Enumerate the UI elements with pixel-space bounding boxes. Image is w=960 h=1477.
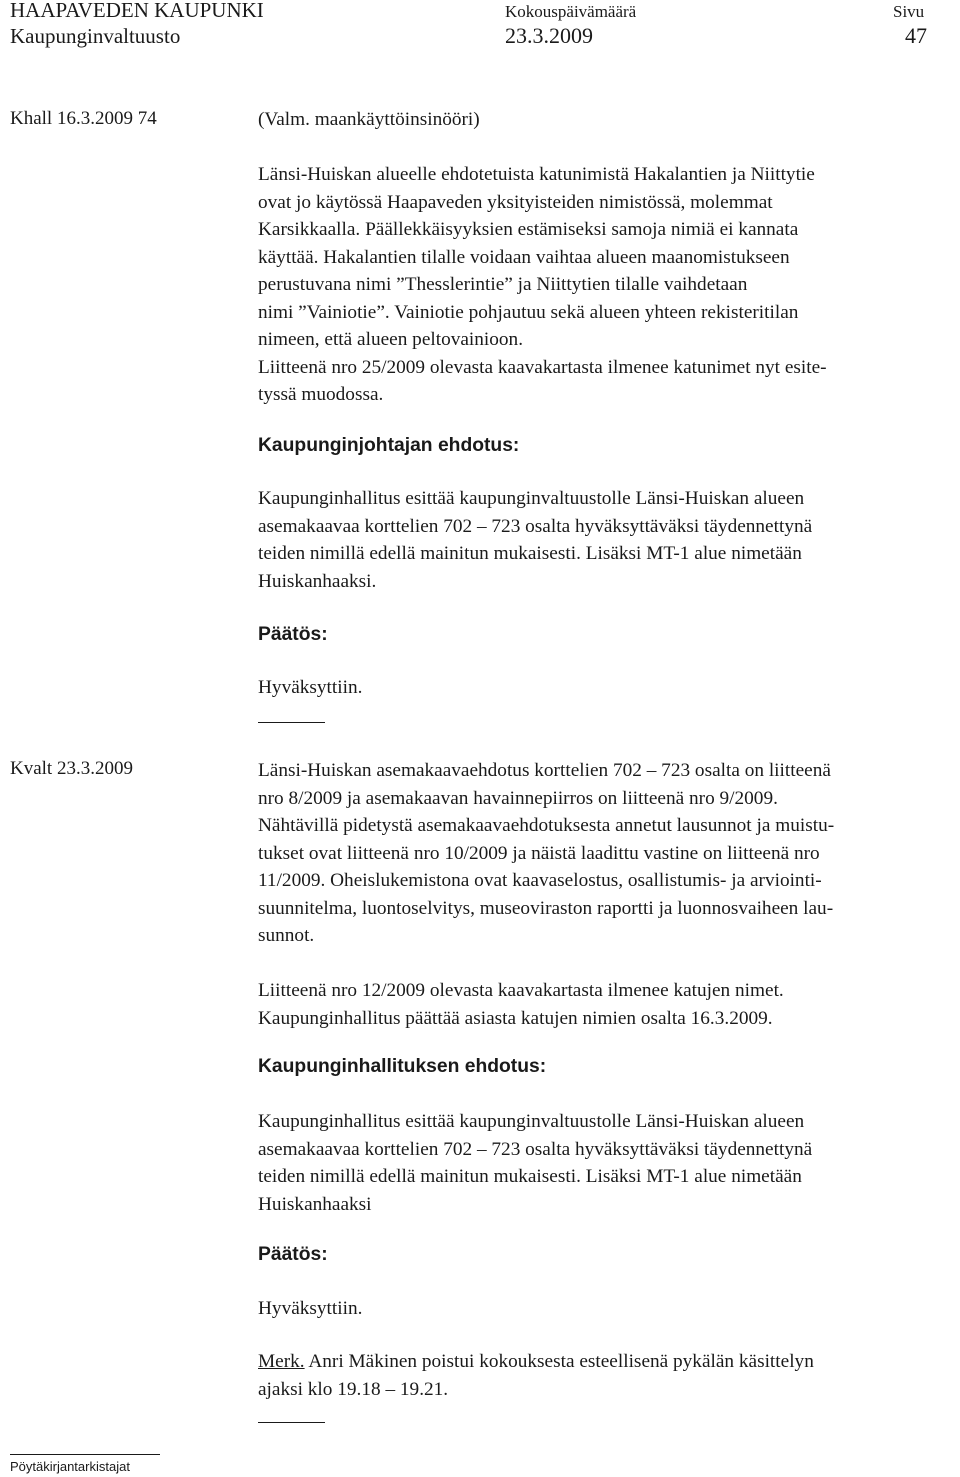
decision-text: Hyväksyttiin. (258, 1298, 363, 1319)
header-page-label: Sivu (893, 2, 925, 21)
text-line: Kaupunginhallitus päättää asiasta katujen nimien osalta 16.3.2009. (258, 1007, 773, 1029)
text-line: 11/2009. Oheislukemistona ovat kaavaselostus, osallistumis- ja arviointi- (258, 870, 822, 891)
board-proposal-heading: Kaupunginhallituksen ehdotus: (258, 1056, 547, 1077)
text-line: Kaupunginhallitus esittää kaupunginvaltuustolle Länsi-Huiskan alueen (258, 488, 805, 509)
mayor-proposal-text (258, 485, 948, 595)
text-line: Nähtävillä pidetystä asemakaavaehdotuksesta annetut lausunnot ja muistu- (258, 815, 835, 836)
header-date: 23.3.2009 (505, 23, 593, 48)
text-line: Länsi-Huiskan asemakaavaehdotus korttelien 702 – 723 osalta on liitteenä (258, 760, 831, 781)
text-line: perustuvana nimi ”Thesslerintie” ja Niittytien tilalle vaihdetaan (258, 274, 748, 295)
decision-heading: Päätös: (258, 624, 328, 645)
footer-signature-line (10, 1454, 160, 1455)
section2-text (258, 757, 948, 1032)
note-line-1 (258, 1351, 814, 1373)
text-line: Huiskanhaaksi. (258, 570, 377, 592)
header-page-number: 47 (905, 23, 927, 48)
header-body: Kaupunginvaltuusto (10, 24, 181, 48)
text-line: asemakaavaa korttelien 702 – 723 osalta hyväksyttäväksi täydennettynä (258, 515, 813, 537)
khall-reference: Khall 16.3.2009 74 (10, 108, 157, 129)
note-line-2: ajaksi klo 19.18 – 19.21. (258, 1379, 449, 1400)
text-line: suunnitelma, luontoselvitys, museoviraston raportti ja luonnosvaiheen lau- (258, 897, 834, 919)
board-proposal-text (258, 1108, 948, 1218)
text-line: ovat jo käytössä Haapaveden yksityisteiden nimistössä, molemmat (258, 191, 773, 213)
text-line: tyssä muodossa. (258, 384, 384, 405)
mayor-proposal-heading: Kaupunginjohtajan ehdotus: (258, 435, 520, 456)
text-line: nimeen, että alueen peltovainioon. (258, 329, 524, 350)
section1-text (258, 106, 948, 409)
text-line: käyttää. Hakalantien tilalle voidaan vaihtaa alueen maanomistukseen (258, 246, 790, 268)
text-line (258, 950, 948, 978)
text-line: nimi ”Vainiotie”. Vainiotie pohjautuu sekä alueen yhteen rekisteritilan (258, 301, 799, 323)
text-line: Liitteenä nro 12/2009 olevasta kaavakartasta ilmenee katujen nimet. (258, 980, 784, 1001)
text-line: sunnot. (258, 925, 315, 946)
text-line: nro 8/2009 ja asemakaavan havainnepiirros on liitteenä nro 9/2009. (258, 787, 778, 809)
text-line: (Valm. maankäyttöinsinööri) (258, 109, 480, 130)
section-end-rule (258, 722, 325, 723)
text-line: Länsi-Huiskan alueelle ehdotetuista katunimistä Hakalantien ja Niittytie (258, 164, 815, 185)
text-line: Karsikkaalla. Päällekkäisyyksien estämiseksi samoja nimiä ei kannata (258, 219, 799, 240)
text-line: tukset ovat liitteenä nro 10/2009 ja näistä laadittu vastine on liitteenä nro (258, 842, 820, 864)
section-end-rule (258, 1422, 325, 1423)
header-org: HAAPAVEDEN KAUPUNKI (10, 0, 264, 22)
text-line: teiden nimillä edellä mainitun mukaisesti. Lisäksi MT-1 alue nimetään (258, 1166, 802, 1187)
note-text: Anri Mäkinen poistui kokouksesta esteellisenä pykälän käsittelyn (304, 1351, 814, 1372)
kvalt-reference: Kvalt 23.3.2009 (10, 758, 133, 779)
decision-heading: Päätös: (258, 1244, 328, 1265)
text-line: asemakaavaa korttelien 702 – 723 osalta hyväksyttäväksi täydennettynä (258, 1138, 813, 1160)
note-label: Merk. (258, 1351, 305, 1372)
text-line: Liitteenä nro 25/2009 olevasta kaavakartasta ilmenee katunimet nyt esite- (258, 356, 827, 378)
footer-label: Pöytäkirjantarkistajat (10, 1459, 130, 1474)
text-line: Kaupunginhallitus esittää kaupunginvaltuustolle Länsi-Huiskan alueen (258, 1111, 805, 1132)
text-line: Huiskanhaaksi (258, 1193, 372, 1215)
text-line (258, 134, 948, 162)
header-date-label: Kokouspäivämäärä (505, 2, 637, 21)
decision-text: Hyväksyttiin. (258, 677, 363, 698)
text-line: teiden nimillä edellä mainitun mukaisesti. Lisäksi MT-1 alue nimetään (258, 543, 802, 564)
